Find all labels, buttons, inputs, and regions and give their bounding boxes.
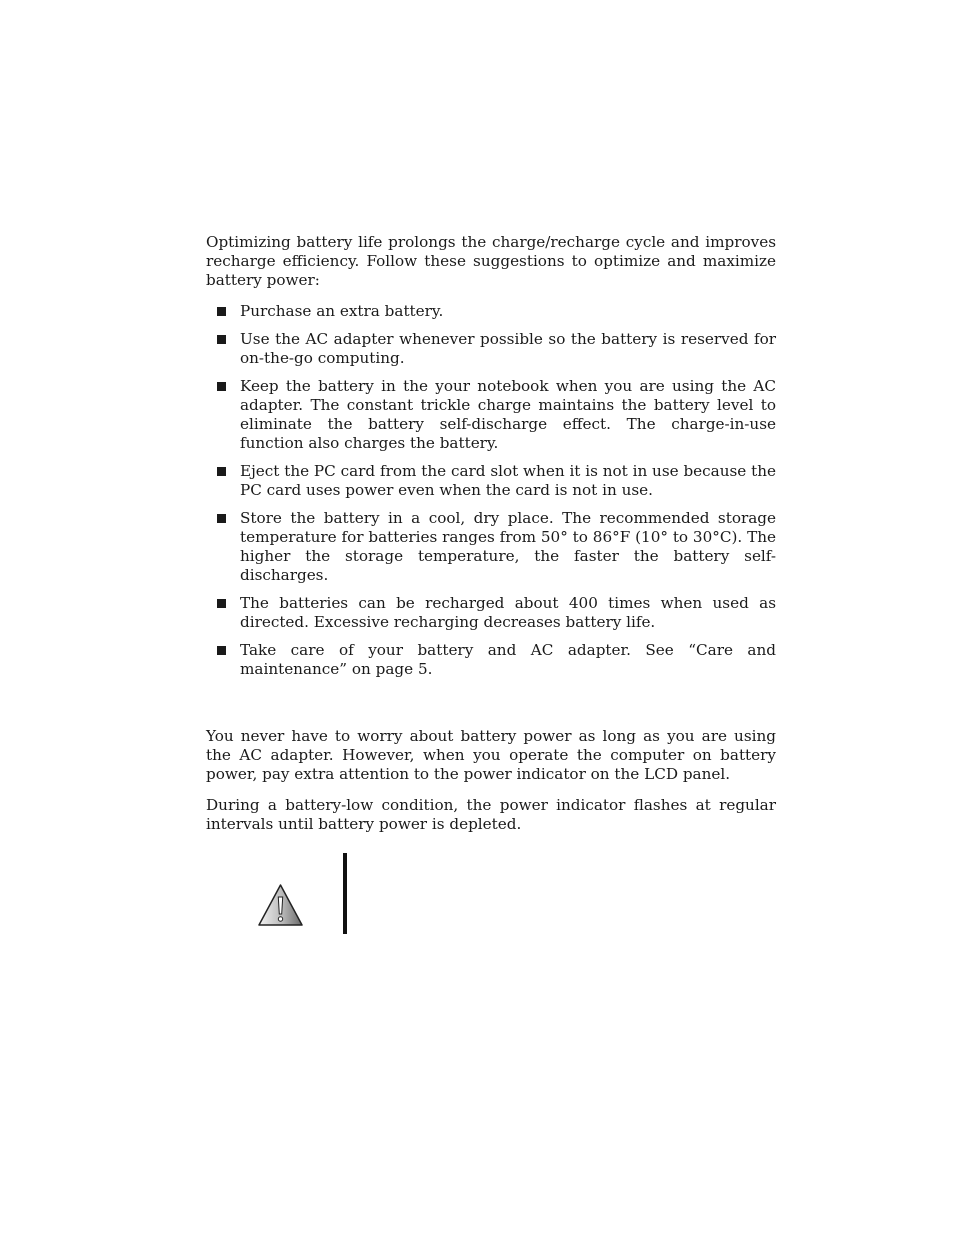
list-item-text: Use the AC adapter whenever possible so the battery is reserved for on-the-go computing. bbox=[240, 330, 776, 367]
bullet-square-icon bbox=[217, 467, 226, 476]
list-item bbox=[206, 462, 776, 500]
warning-triangle-icon bbox=[257, 883, 304, 927]
list-item bbox=[206, 377, 776, 453]
list-item-text: Take care of your battery and AC adapter. See “Care and maintenance” on page 5. bbox=[240, 641, 776, 678]
bullet-square-icon bbox=[217, 514, 226, 523]
list-item-text: Purchase an extra battery. bbox=[240, 302, 444, 320]
bullet-square-icon bbox=[217, 335, 226, 344]
intro-paragraph: Optimizing battery life prolongs the charge/recharge cycle and improves recharge efficiency. Follow these suggestions to optimize and maximize battery power: bbox=[206, 233, 776, 289]
list-item-text: Eject the PC card from the card slot when it is not in use because the PC card uses power even when the card is not in use. bbox=[240, 462, 776, 499]
list-item bbox=[206, 641, 776, 679]
list-item bbox=[206, 302, 776, 321]
list-item bbox=[206, 594, 776, 632]
list-item bbox=[206, 330, 776, 368]
list-item bbox=[206, 509, 776, 585]
battery-low-paragraph: During a battery-low condition, the power indicator flashes at regular intervals until battery power is depleted. bbox=[206, 796, 776, 833]
bullet-square-icon bbox=[217, 599, 226, 608]
bullet-square-icon bbox=[217, 646, 226, 655]
ac-adapter-paragraph: You never have to worry about battery power as long as you are using the AC adapter. However, when you operate the computer on battery power, pay extra attention to the power indicator on the LCD panel. bbox=[206, 727, 776, 783]
battery-tips-list bbox=[206, 302, 776, 679]
bullet-square-icon bbox=[217, 307, 226, 316]
warning-divider bbox=[343, 853, 347, 934]
list-item-text: Keep the battery in the your notebook when you are using the AC adapter. The constant trickle charge maintains the battery level to eliminate the battery self-discharge effect. The charge-in-use function also charges the battery. bbox=[240, 377, 776, 452]
list-item-text: Store the battery in a cool, dry place. The recommended storage temperature for batteries ranges from 50° to 86°F (10° to 30°C). The higher the storage temperature, the faster the battery self-discharges. bbox=[240, 509, 776, 584]
bullet-square-icon bbox=[217, 382, 226, 391]
list-item-text: The batteries can be recharged about 400 times when used as directed. Excessive recharging decreases battery life. bbox=[240, 594, 776, 631]
